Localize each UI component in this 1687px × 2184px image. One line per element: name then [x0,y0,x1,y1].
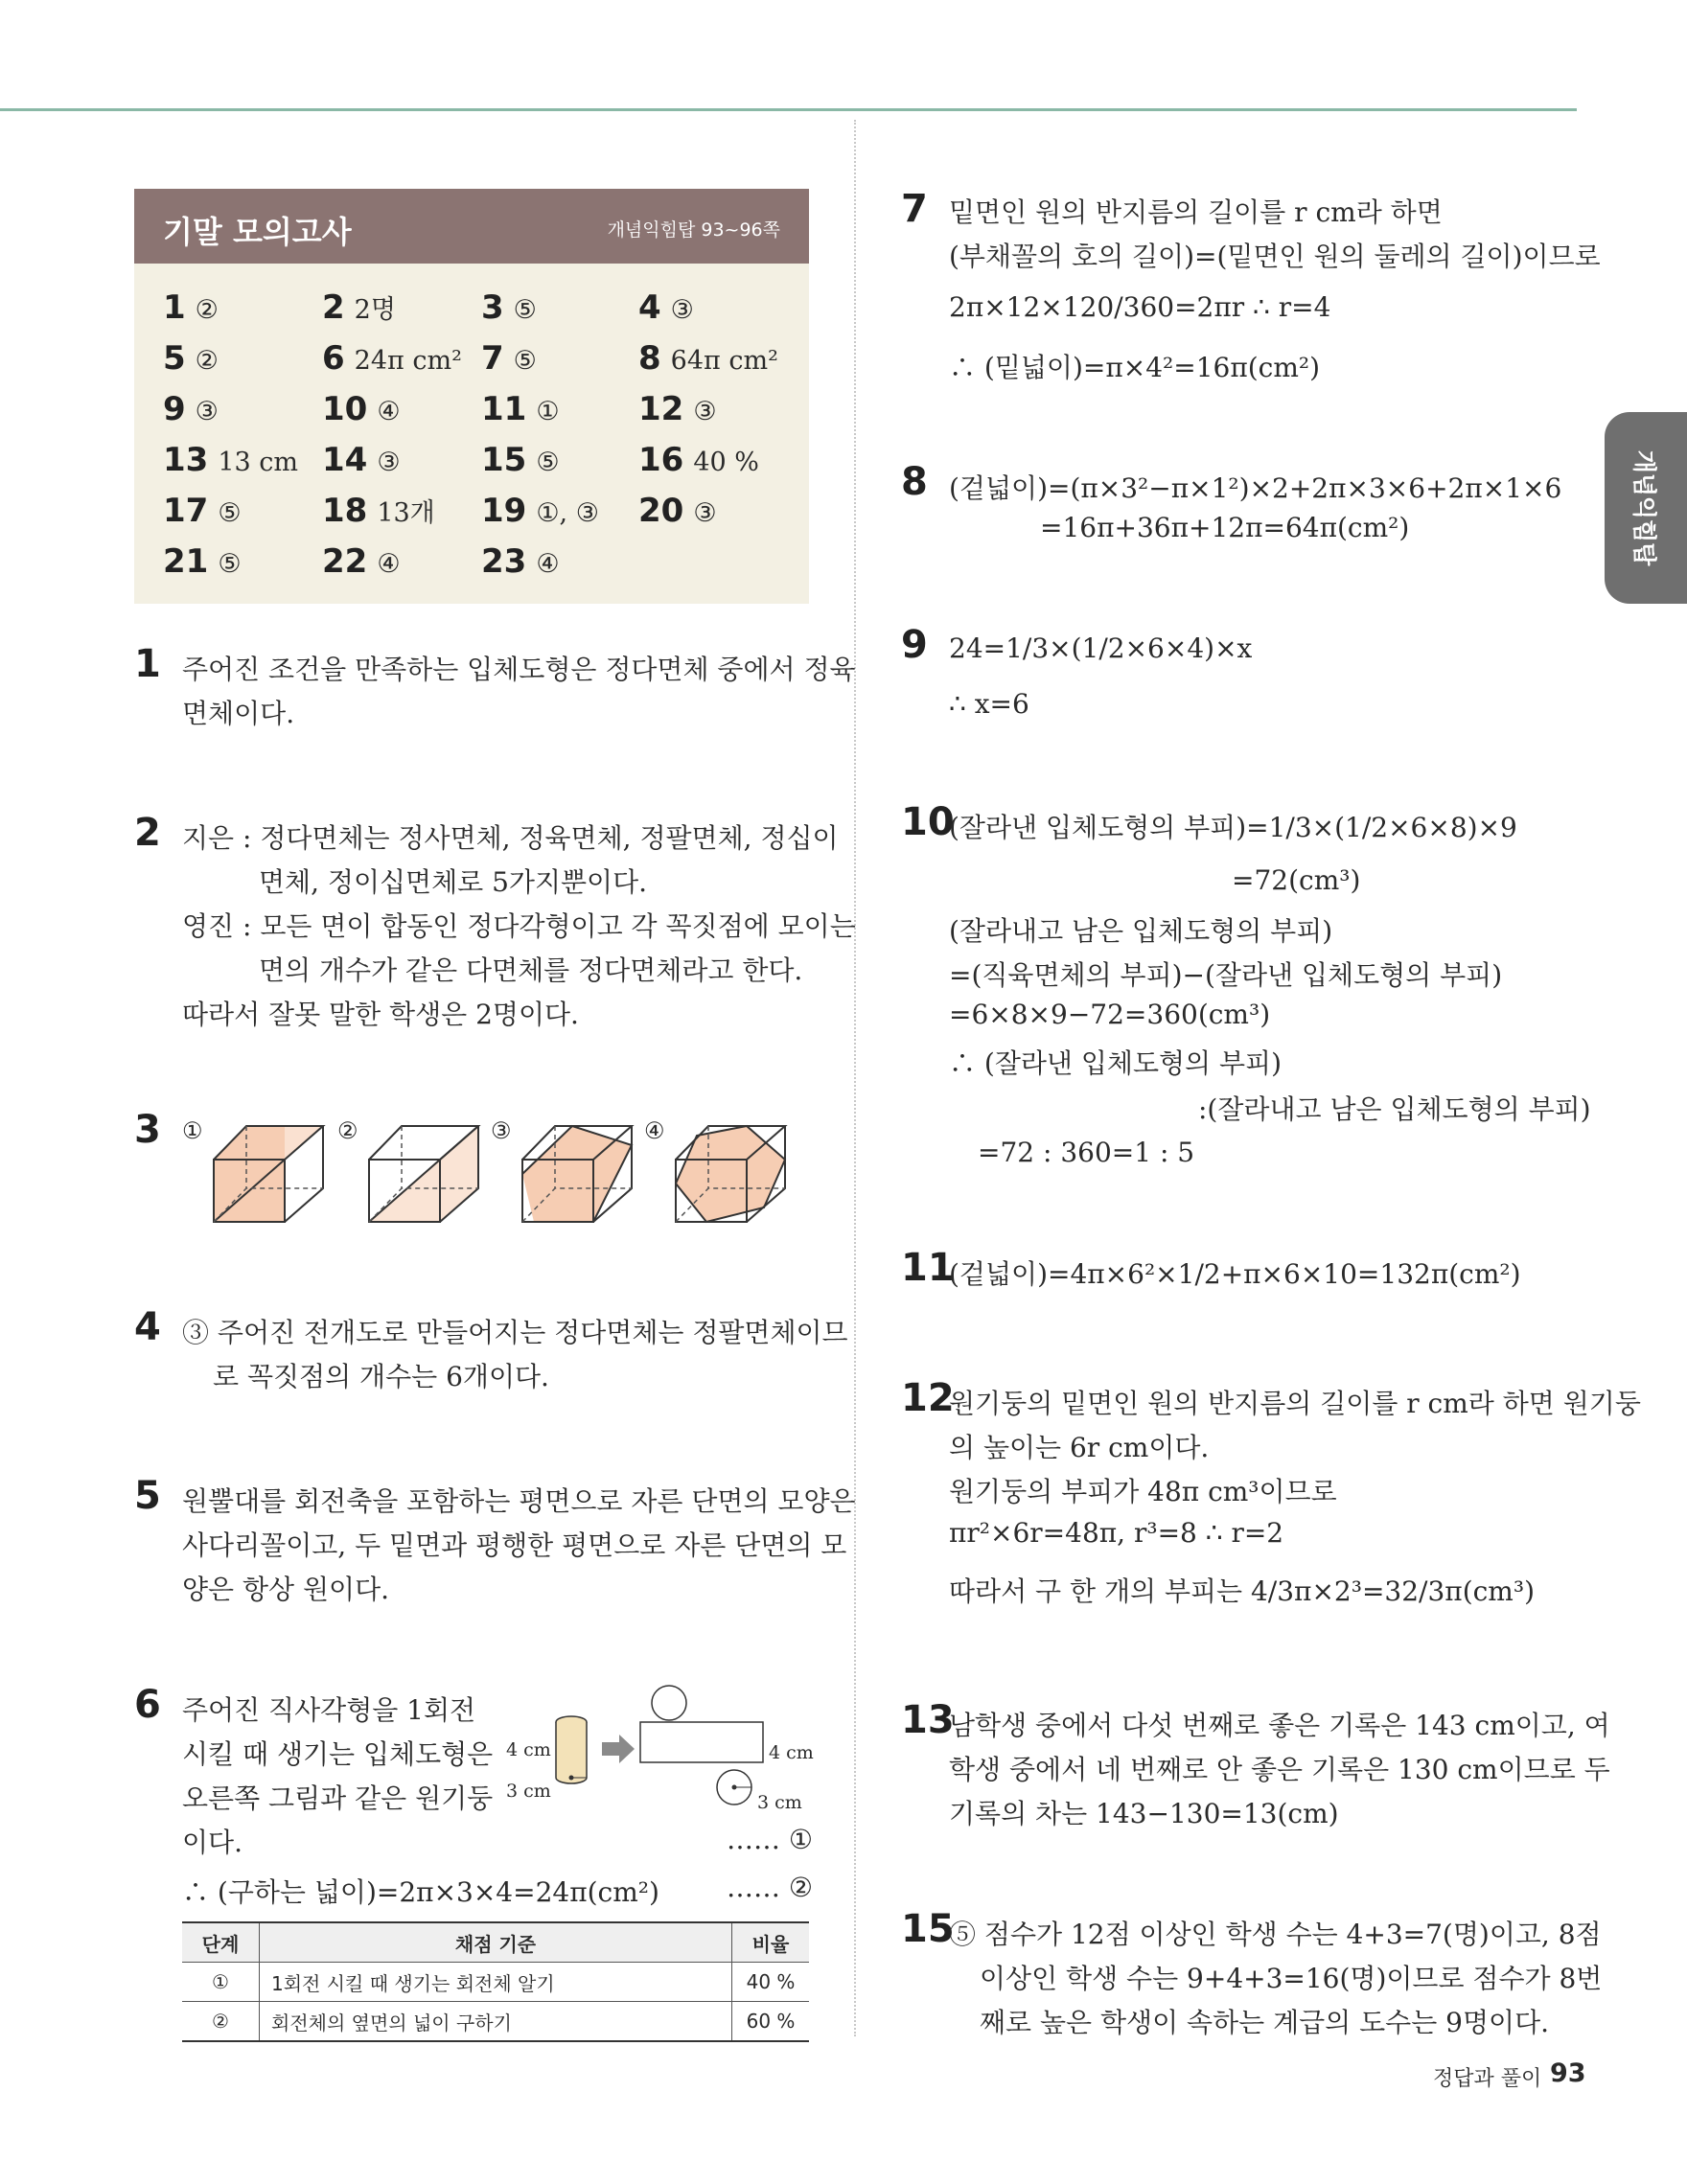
answer-item: 22 ④ [322,542,401,581]
column-divider [854,120,856,2036]
solution-line: (잘라낸 입체도형의 부피)=1/3×(1/2×6×8)×9 [949,812,1517,843]
solution-line: 면체, 정이십면체로 5가지뿐이다. [259,866,648,898]
question-number: 10 [901,800,955,844]
answer-item: 1 ② [163,288,219,327]
solution-line: 따라서 구 한 개의 부피는 4/3π×2³=32/3π(cm³) [949,1575,1535,1607]
answer-item: 6 24π cm² [322,339,462,378]
answer-item: 12 ③ [638,390,717,428]
solution-line: 양은 항상 원이다. [182,1574,390,1605]
table-cell: ② [182,2002,260,2042]
answer-item: 23 ④ [481,542,560,581]
answer-item: 16 40 % [638,441,759,479]
answer-item: 14 ③ [322,441,401,479]
solution-line: 로 꼭짓점의 개수는 6개이다. [213,1361,549,1392]
answer-item: 19 ①, ③ [481,492,599,530]
solution-line: 기록의 차는 143−130=13(cm) [949,1798,1339,1829]
question-number: 13 [901,1698,955,1742]
table-cell: 40 % [732,1963,810,2002]
answer-item: 15 ⑤ [481,441,560,479]
figure-label: ① [182,1117,203,1144]
solution-line: ∴ (잘라낸 입체도형의 부피) [949,1047,1283,1079]
solution-line: (잘라내고 남은 입체도형의 부피) [949,915,1333,947]
question-number: 9 [901,623,928,667]
solution-line: 원기둥의 부피가 48π cm³이므로 [949,1476,1337,1507]
footer-label: 정답과 풀이 [1433,2067,1542,2091]
solution-line: ⑤ 점수가 12점 이상인 학생 수는 4+3=7(명)이고, 8점 [949,1919,1602,1950]
solution-line: 2π×12×120/360=2πr ∴ r=4 [949,291,1331,323]
solution-line: 학생 중에서 네 번째로 안 좋은 기록은 130 cm이므로 두 [949,1754,1610,1785]
solution-line: =(직육면체의 부피)−(잘라낸 입체도형의 부피) [949,959,1503,991]
solution-line: 주어진 조건을 만족하는 입체도형은 정다면체 중에서 정육 [182,654,856,685]
solution-line: ∴ x=6 [949,688,1029,720]
solution-line: 24=1/3×(1/2×6×4)×x [949,632,1253,664]
top-rule [0,108,1577,111]
figure-label: ③ [491,1117,512,1144]
answer-item: 8 64π cm² [638,339,778,378]
table-header: 비율 [732,1922,810,1963]
solution-line: 영진 : 모든 면이 합동인 정다각형이고 각 꼭짓점에 모이는 [182,910,856,942]
solution-line: :(잘라내고 남은 입체도형의 부피) [1198,1093,1591,1125]
solution-line: ③ 주어진 전개도로 만들어지는 정다면체는 정팔면체이므 [182,1317,848,1348]
solution-line: 이다. [182,1827,243,1858]
cube-section-figure-2 [361,1116,486,1227]
question-number: 12 [901,1376,955,1420]
question-number: 15 [901,1907,955,1951]
solution-line: 오른쪽 그림과 같은 원기둥 [182,1782,494,1814]
cube-section-figure-1 [206,1116,331,1227]
answer-item: 5 ② [163,339,219,378]
solution-line: ∴ (밑넓이)=π×4²=16π(cm²) [949,352,1321,383]
figure-dim-label: 4 cm [506,1739,551,1760]
answer-item: 3 ⑤ [481,288,537,327]
answer-grid [134,264,809,604]
solution-line: 이상인 학생 수는 9+4+3=16(명)이므로 점수가 8번 [980,1963,1603,1994]
table-cell: 60 % [732,2002,810,2042]
question-number: 6 [134,1683,161,1727]
solution-line: 사다리꼴이고, 두 밑면과 평행한 평면으로 자른 단면의 모 [182,1529,847,1561]
table-header: 단계 [182,1922,260,1963]
solution-line: 의 높이는 6r cm이다. [949,1432,1210,1463]
grading-table [182,1921,809,2042]
solution-line: (겉넓이)=4π×6²×1/2+π×6×10=132π(cm²) [949,1258,1521,1290]
figure-label: ② [337,1117,358,1144]
question-number: 11 [901,1246,955,1290]
solution-line: =16π+36π+12π=64π(cm²) [1040,512,1410,543]
answer-item: 4 ③ [638,288,694,327]
answer-item: 11 ① [481,390,560,428]
section-title: 기말 모의고사 [163,214,352,250]
figure-dim-label: 3 cm [757,1792,802,1813]
section-ref: 개념익힘탑 93~96쪽 [607,219,780,241]
figure-dim-label: 3 cm [506,1781,551,1802]
solution-line: 원기둥의 밑면인 원의 반지름의 길이를 r cm라 하면 원기둥 [949,1388,1641,1419]
answer-item: 17 ⑤ [163,492,242,530]
table-cell: ① [182,1963,260,2002]
answer-item: 20 ③ [638,492,717,530]
answer-item: 21 ⑤ [163,542,242,581]
side-tab-label: 개념익힘탑 [1630,449,1658,566]
question-number: 8 [901,460,928,504]
solution-line: =72(cm³) [1232,864,1361,896]
question-number: 2 [134,811,161,855]
question-number: 4 [134,1305,161,1349]
solution-line: =6×8×9−72=360(cm³) [949,999,1271,1030]
solution-line: 지은 : 정다면체는 정사면체, 정육면체, 정팔면체, 정십이 [182,822,839,854]
figure-dim-label: 4 cm [769,1742,814,1763]
step-mark: …… ① [727,1824,814,1855]
solution-line: ∴ (구하는 넓이)=2π×3×4=24π(cm²) [182,1876,659,1908]
table-row [182,1963,809,2002]
step-mark: …… ② [727,1872,814,1903]
solution-line: =72 : 360=1 : 5 [978,1137,1195,1168]
solution-line: 시킬 때 생기는 입체도형은 [182,1738,494,1770]
solution-line: 밑면인 원의 반지름의 길이를 r cm라 하면 [949,196,1443,228]
solution-line: 면체이다. [182,698,295,729]
cube-section-figure-4 [668,1116,793,1227]
solution-line: 따라서 잘못 말한 학생은 2명이다. [182,999,579,1030]
solution-line: (겉넓이)=(π×3²−π×1²)×2+2π×3×6+2π×1×6 [949,472,1562,504]
side-tab[interactable] [1605,412,1687,604]
table-row [182,2002,809,2042]
answer-item: 13 13 cm [163,441,298,479]
table-cell: 회전체의 옆면의 넓이 구하기 [260,2002,732,2042]
question-number: 3 [134,1108,161,1152]
solution-line: 주어진 직사각형을 1회전 [182,1694,476,1726]
solution-line: 면의 개수가 같은 다면체를 정다면체라고 한다. [259,954,803,986]
question-number: 1 [134,642,161,686]
solution-line: 원뿔대를 회전축을 포함하는 평면으로 자른 단면의 모양은 [182,1485,856,1517]
solution-line: 남학생 중에서 다섯 번째로 좋은 기록은 143 cm이고, 여 [949,1710,1610,1741]
answer-item: 7 ⑤ [481,339,537,378]
table-header: 채점 기준 [260,1922,732,1963]
table-header-row [182,1922,809,1963]
figure-label: ④ [644,1117,665,1144]
answer-item: 10 ④ [322,390,401,428]
question-number: 5 [134,1474,161,1518]
answer-item: 18 13개 [322,492,435,530]
solution-line: (부채꼴의 호의 길이)=(밑면인 원의 둘레의 길이)이므로 [949,241,1601,272]
answer-item: 2 2명 [322,288,396,327]
page-number: 93 [1550,2058,1586,2088]
solution-line: 째로 높은 학생이 속하는 계급의 도수는 9명이다. [980,2007,1550,2038]
question-number: 7 [901,187,928,231]
section-header [134,189,809,264]
answer-item: 9 ③ [163,390,219,428]
solution-line: πr²×6r=48π, r³=8 ∴ r=2 [949,1517,1284,1549]
table-cell: 1회전 시킬 때 생기는 회전체 알기 [260,1963,732,2002]
cube-section-figure-3 [515,1116,639,1227]
